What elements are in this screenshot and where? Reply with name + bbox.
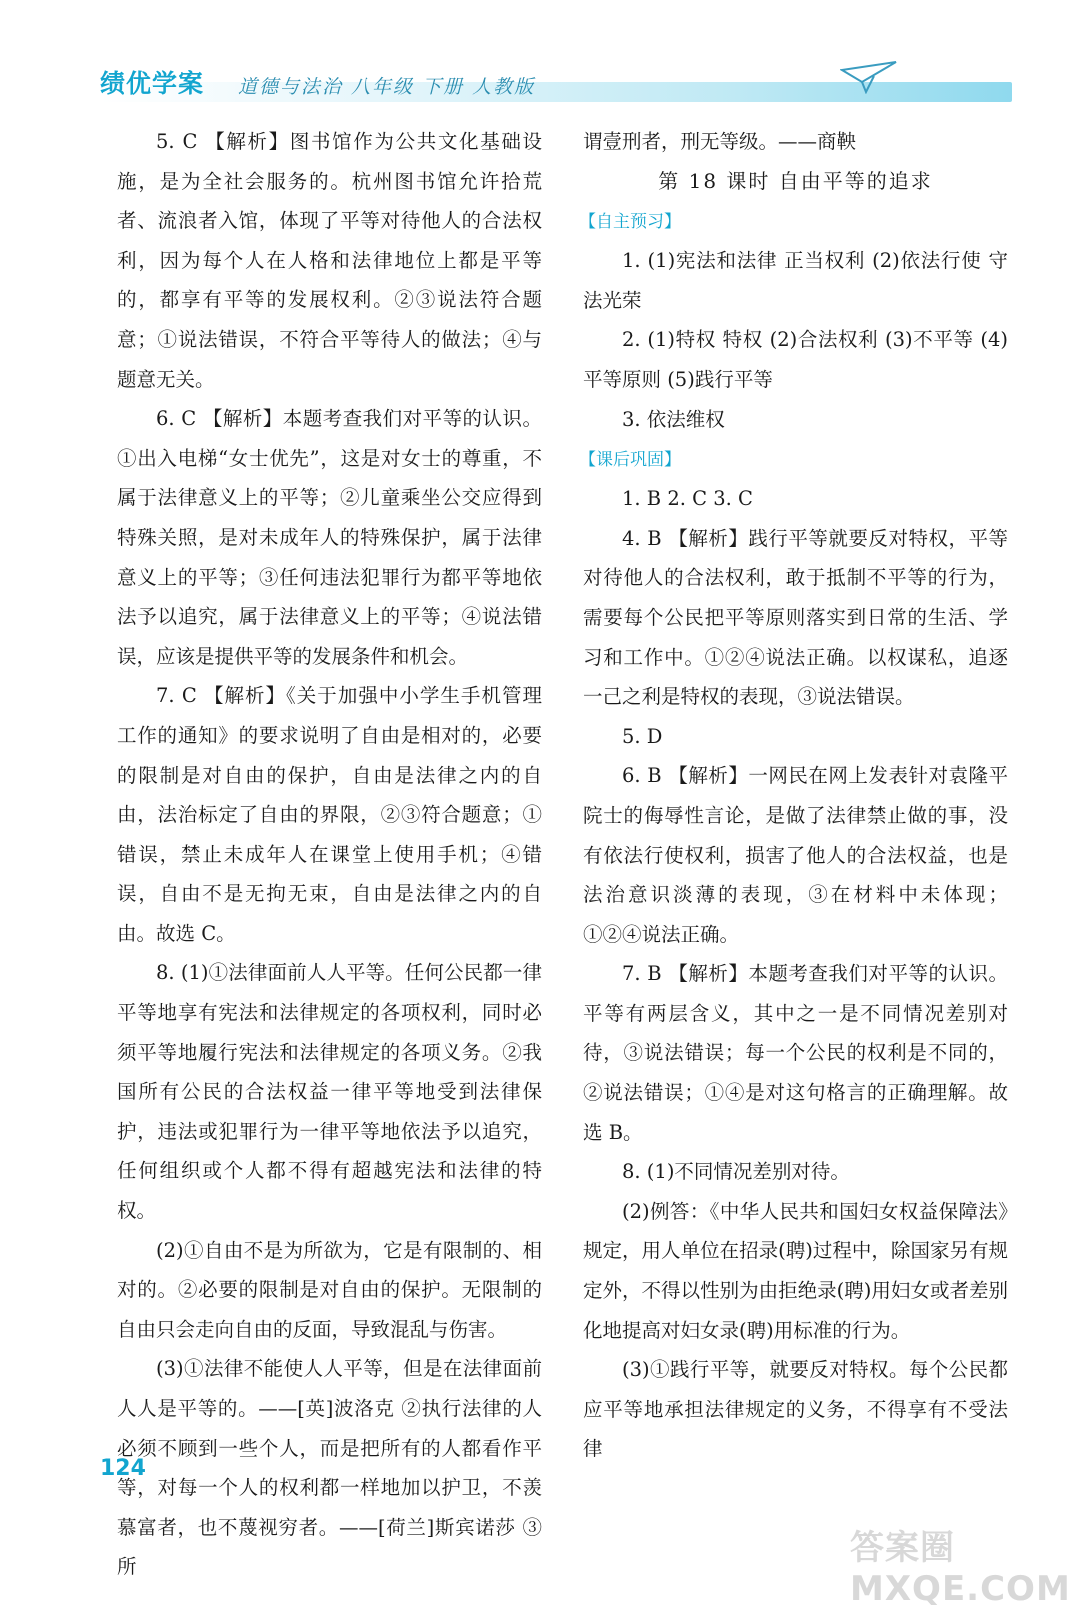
book-subtitle: 道德与法治 八年级 下册 人教版: [238, 76, 536, 98]
answer-8-2: (2)①自由不是为所欲为，它是有限制的、相对的。②必要的限制是对自由的保护。无限制的自由只会走向自由的反面，导致混乱与伤害。: [117, 1238, 542, 1341]
review-item-7: 7. B 【解析】本题考查我们对平等的认识。平等有两层含义，其中之一是不同情况差别对待，③说法错误；每一个公民的权利是不同的，②说法错误；①④是对这句格言的正确理解。故选 B。: [583, 962, 1008, 1144]
review-item-8-3: (3)①践行平等，就要反对特权。每个公民都应平等地承担法律规定的义务，不得享有不受法律: [583, 1358, 1008, 1461]
preview-item-3: 3. 依法维权: [622, 407, 725, 431]
answer-7: 7. C 【解析】《关于加强中小学生手机管理工作的通知》的要求说明了自由是相对的，必要的限制是对自由的保护，自由是法律之内的自由，法治标定了自由的界限，②③符合题意；①错误，禁止未成年人在课堂上使用手机；④错误，自由不是无拘无束，自由是法律之内的自由。故选 C。: [117, 684, 542, 945]
review-item-8-2: (2)例答：《中华人民共和国妇女权益保障法》规定，用人单位在招录(聘)过程中，除国家另有规定外，不得以性别为由拒绝录(聘)用妇女或者差别化地提高对妇女录(聘)用标准的行为。: [583, 1199, 1008, 1342]
review-item-6: 6. B 【解析】一网民在网上发表针对袁隆平院士的侮辱性言论，是做了法律禁止做的事，没有依法行使权利，损害了他人的合法权益，也是法治意识淡薄的表现，③在材料中未体现；①②④说法正确。: [583, 764, 1008, 946]
left-column: [117, 122, 542, 1587]
review-item-8-1: 8. (1)不同情况差别对待。: [622, 1160, 850, 1184]
preview-item-2: 2. (1)特权 特权 (2)合法权利 (3)不平等 (4)平等原则 (5)践行平等: [583, 328, 1008, 391]
answer-5: 5. C 【解析】图书馆作为公共文化基础设施，是为全社会服务的。杭州图书馆允许拾荒者、流浪者入馆，体现了平等对待他人的合法权利，因为每个人在人格和法律地位上都是平等的，都享有平等的发展权利。②③说法符合题意；①说法错误，不符合平等待人的做法；④与题意无关。: [117, 130, 542, 391]
paper-plane-icon: [840, 60, 900, 94]
section-heading-review: 【课后巩固】: [579, 450, 681, 471]
page-header: [100, 60, 1012, 106]
page-number: 124: [100, 1456, 146, 1481]
review-item-1: 1. B 2. C 3. C: [622, 487, 753, 511]
brand-logo: 绩优学案: [100, 69, 205, 98]
preview-item-1: 1. (1)宪法和法律 正当权利 (2)依法行使 守法光荣: [583, 249, 1008, 312]
watermark-logo: 答案圈 MXQE.COM: [850, 1528, 1071, 1609]
answer-8-1: 8. (1)①法律面前人人平等。任何公民都一律平等地享有宪法和法律规定的各项权利，同时必须平等地履行宪法和法律规定的各项义务。②我国所有公民的合法权益一律平等地受到法律保护，违法或犯罪行为一律平等地依法予以追究，任何组织或个人都不得有超越宪法和法律的特权。: [117, 961, 542, 1223]
review-item-4: 4. B 【解析】践行平等就要反对特权，平等对待他人的合法权利，敢于抵制不平等的行为，需要每个公民把平等原则落实到日常的生活、学习和工作中。①②④说法正确。以权谋私，追逐一己之利是特权的表现，③说法错误。: [583, 526, 1008, 709]
lesson-title: 第 18 课时 自由平等的追求: [658, 168, 933, 193]
answer-6: 6. C 【解析】本题考查我们对平等的认识。①出入电梯“女士优先”，这是对女士的尊重，不属于法律意义上的平等；②儿童乘坐公交应得到特殊关照，是对未成年人的特殊保护，属于法律意义上的平等；③任何违法犯罪行为都平等地依法予以追究，属于法律意义上的平等；④说法错误，应该是提供平等的发展条件和机会。: [117, 407, 542, 668]
continuation-text: 谓壹刑者，刑无等级。——商鞅: [583, 130, 857, 153]
answer-8-3: (3)①法律不能使人人平等，但是在法律面前人人是平等的。——[英]波洛克 ②执行法律的人必须不顾到一些个人，而是把所有的人都看作平等，对每一个人的权利都一样地加以护卫，不羡慕富者，也不蔑视穷者。——[荷兰]斯宾诺莎 ③所: [117, 1357, 542, 1579]
review-item-5: 5. D: [622, 724, 663, 748]
section-heading-preview: 【自主预习】: [579, 212, 681, 233]
right-column: [579, 122, 1008, 1469]
